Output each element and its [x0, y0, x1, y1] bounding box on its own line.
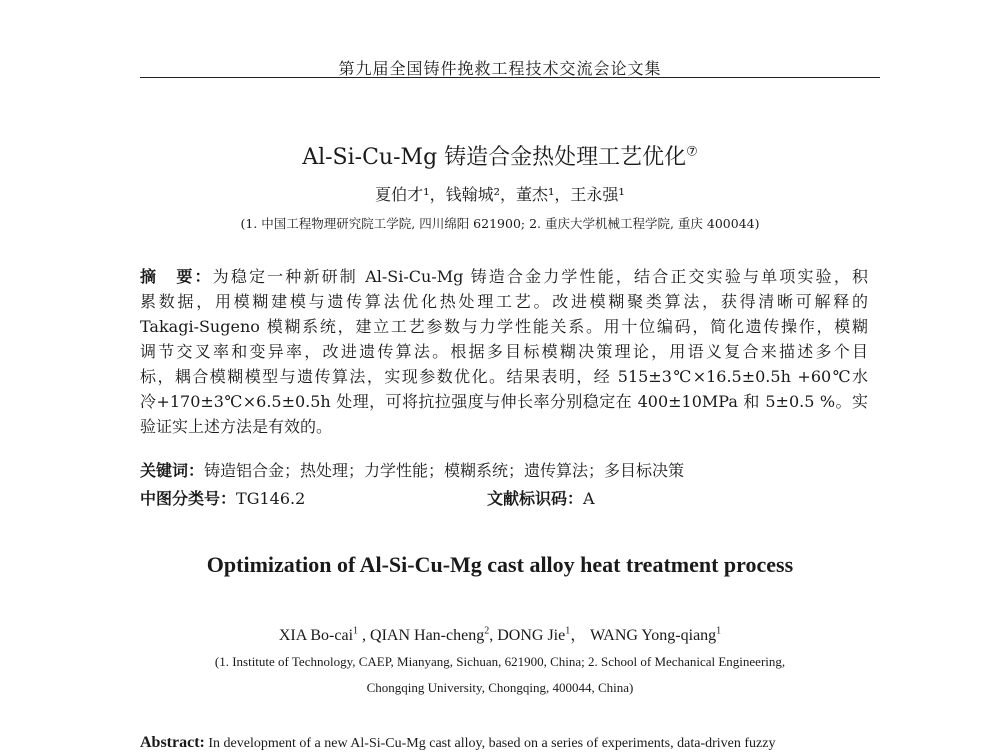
header-rule [140, 77, 880, 78]
chinese-title-text: Al-Si-Cu-Mg 铸造合金热处理工艺优化 [302, 145, 687, 170]
title-footnote-mark: ⑦ [686, 144, 698, 160]
chinese-keywords [140, 458, 868, 483]
classification-label: 中图分类号： [140, 489, 237, 508]
author-name: DONG Jie [497, 627, 566, 644]
author-name: WANG Yong-qiang [589, 627, 717, 644]
abstract-line-text: 验证实上述方法是有效的。 [140, 417, 333, 436]
running-header: 第九届全国铸件挽救工程技术交流会论文集 [338, 59, 662, 78]
english-title: Optimization of Al-Si-Cu-Mg cast alloy heat treatment process [206, 552, 794, 577]
author-separator: ， [570, 627, 590, 644]
classification-row [140, 486, 868, 509]
english-affiliation-line-1: (1. Institute of Technology, CAEP, Mianyang, Sichuan, 621900, China; 2. School of Mechanical Engineering, [214, 654, 786, 669]
chinese-abstract [140, 264, 868, 439]
author-affiliation-mark: 1 [716, 625, 722, 637]
abstract-line-text: 累数据，用模糊建模与遗传算法优化热处理工艺。改进模糊聚类算法，获得清晰可解释的 [140, 292, 868, 311]
author-affiliation-mark: 1 [353, 625, 359, 637]
abstract-line-text: Takagi-Sugeno 模糊系统，建立工艺参数与力学性能关系。用十位编码，简化遗传操作，模糊 [140, 317, 868, 336]
classification-code: TG146.2 [236, 489, 306, 508]
author-separator: , [358, 627, 371, 644]
english-abstract-label: Abstract: [140, 734, 205, 751]
author-name: QIAN Han-cheng [370, 627, 485, 644]
keywords-label: 关键词： [140, 461, 205, 480]
author-name: XIA Bo-cai [278, 627, 354, 644]
english-abstract-start [140, 734, 868, 752]
abstract-line-text: 调节交叉率和变异率，改进遗传算法。根据多目标模糊决策理论，用语义复合来描述多个目 [140, 342, 868, 361]
author-affiliation-mark: 2 [484, 625, 490, 637]
document-code-value: A [583, 489, 595, 508]
abstract-line-text: 标，耦合模糊模型与遗传算法，实现参数优化。结果表明，经 515±3℃×16.5±0.5h +60℃水 [140, 367, 868, 386]
abstract-line [140, 339, 868, 364]
author-affiliation-mark: 1 [565, 625, 571, 637]
abstract-line [140, 364, 868, 389]
abstract-line-text: 冷+170±3℃×6.5±0.5h 处理，可将抗拉强度与伸长率分别稳定在 400±10MPa 和 5±0.5 %。实 [140, 392, 868, 411]
english-abstract-text: In development of a new Al-Si-Cu-Mg cast alloy, based on a series of experiments, data-driven fuzzy [204, 736, 776, 751]
abstract-line [140, 389, 868, 414]
author-separator: , [489, 627, 498, 644]
english-authors [0, 622, 1000, 645]
abstract-line-text: 为稳定一种新研制 Al-Si-Cu-Mg 铸造合金力学性能，结合正交实验与单项实验，积 [212, 267, 868, 286]
english-affiliation-line-2: Chongqing University, Chongqing, 400044, China) [366, 680, 634, 695]
chinese-title [0, 140, 1000, 171]
document-code-label: 文献标识码： [487, 489, 584, 508]
chinese-authors: 夏伯才¹，钱翰城²，董杰¹，王永强¹ [375, 185, 625, 204]
abstract-line [140, 264, 868, 289]
chinese-affiliations: (1. 中国工程物理研究院工学院, 四川绵阳 621900; 2. 重庆大学机械工程学院, 重庆 400044) [240, 216, 760, 231]
abstract-label: 摘 要： [140, 267, 213, 286]
keywords-text: 铸造铝合金；热处理；力学性能；模糊系统；遗传算法；多目标决策 [204, 461, 685, 480]
abstract-line [140, 314, 868, 339]
abstract-line [140, 289, 868, 314]
document-code [487, 486, 595, 509]
abstract-line [140, 414, 868, 439]
